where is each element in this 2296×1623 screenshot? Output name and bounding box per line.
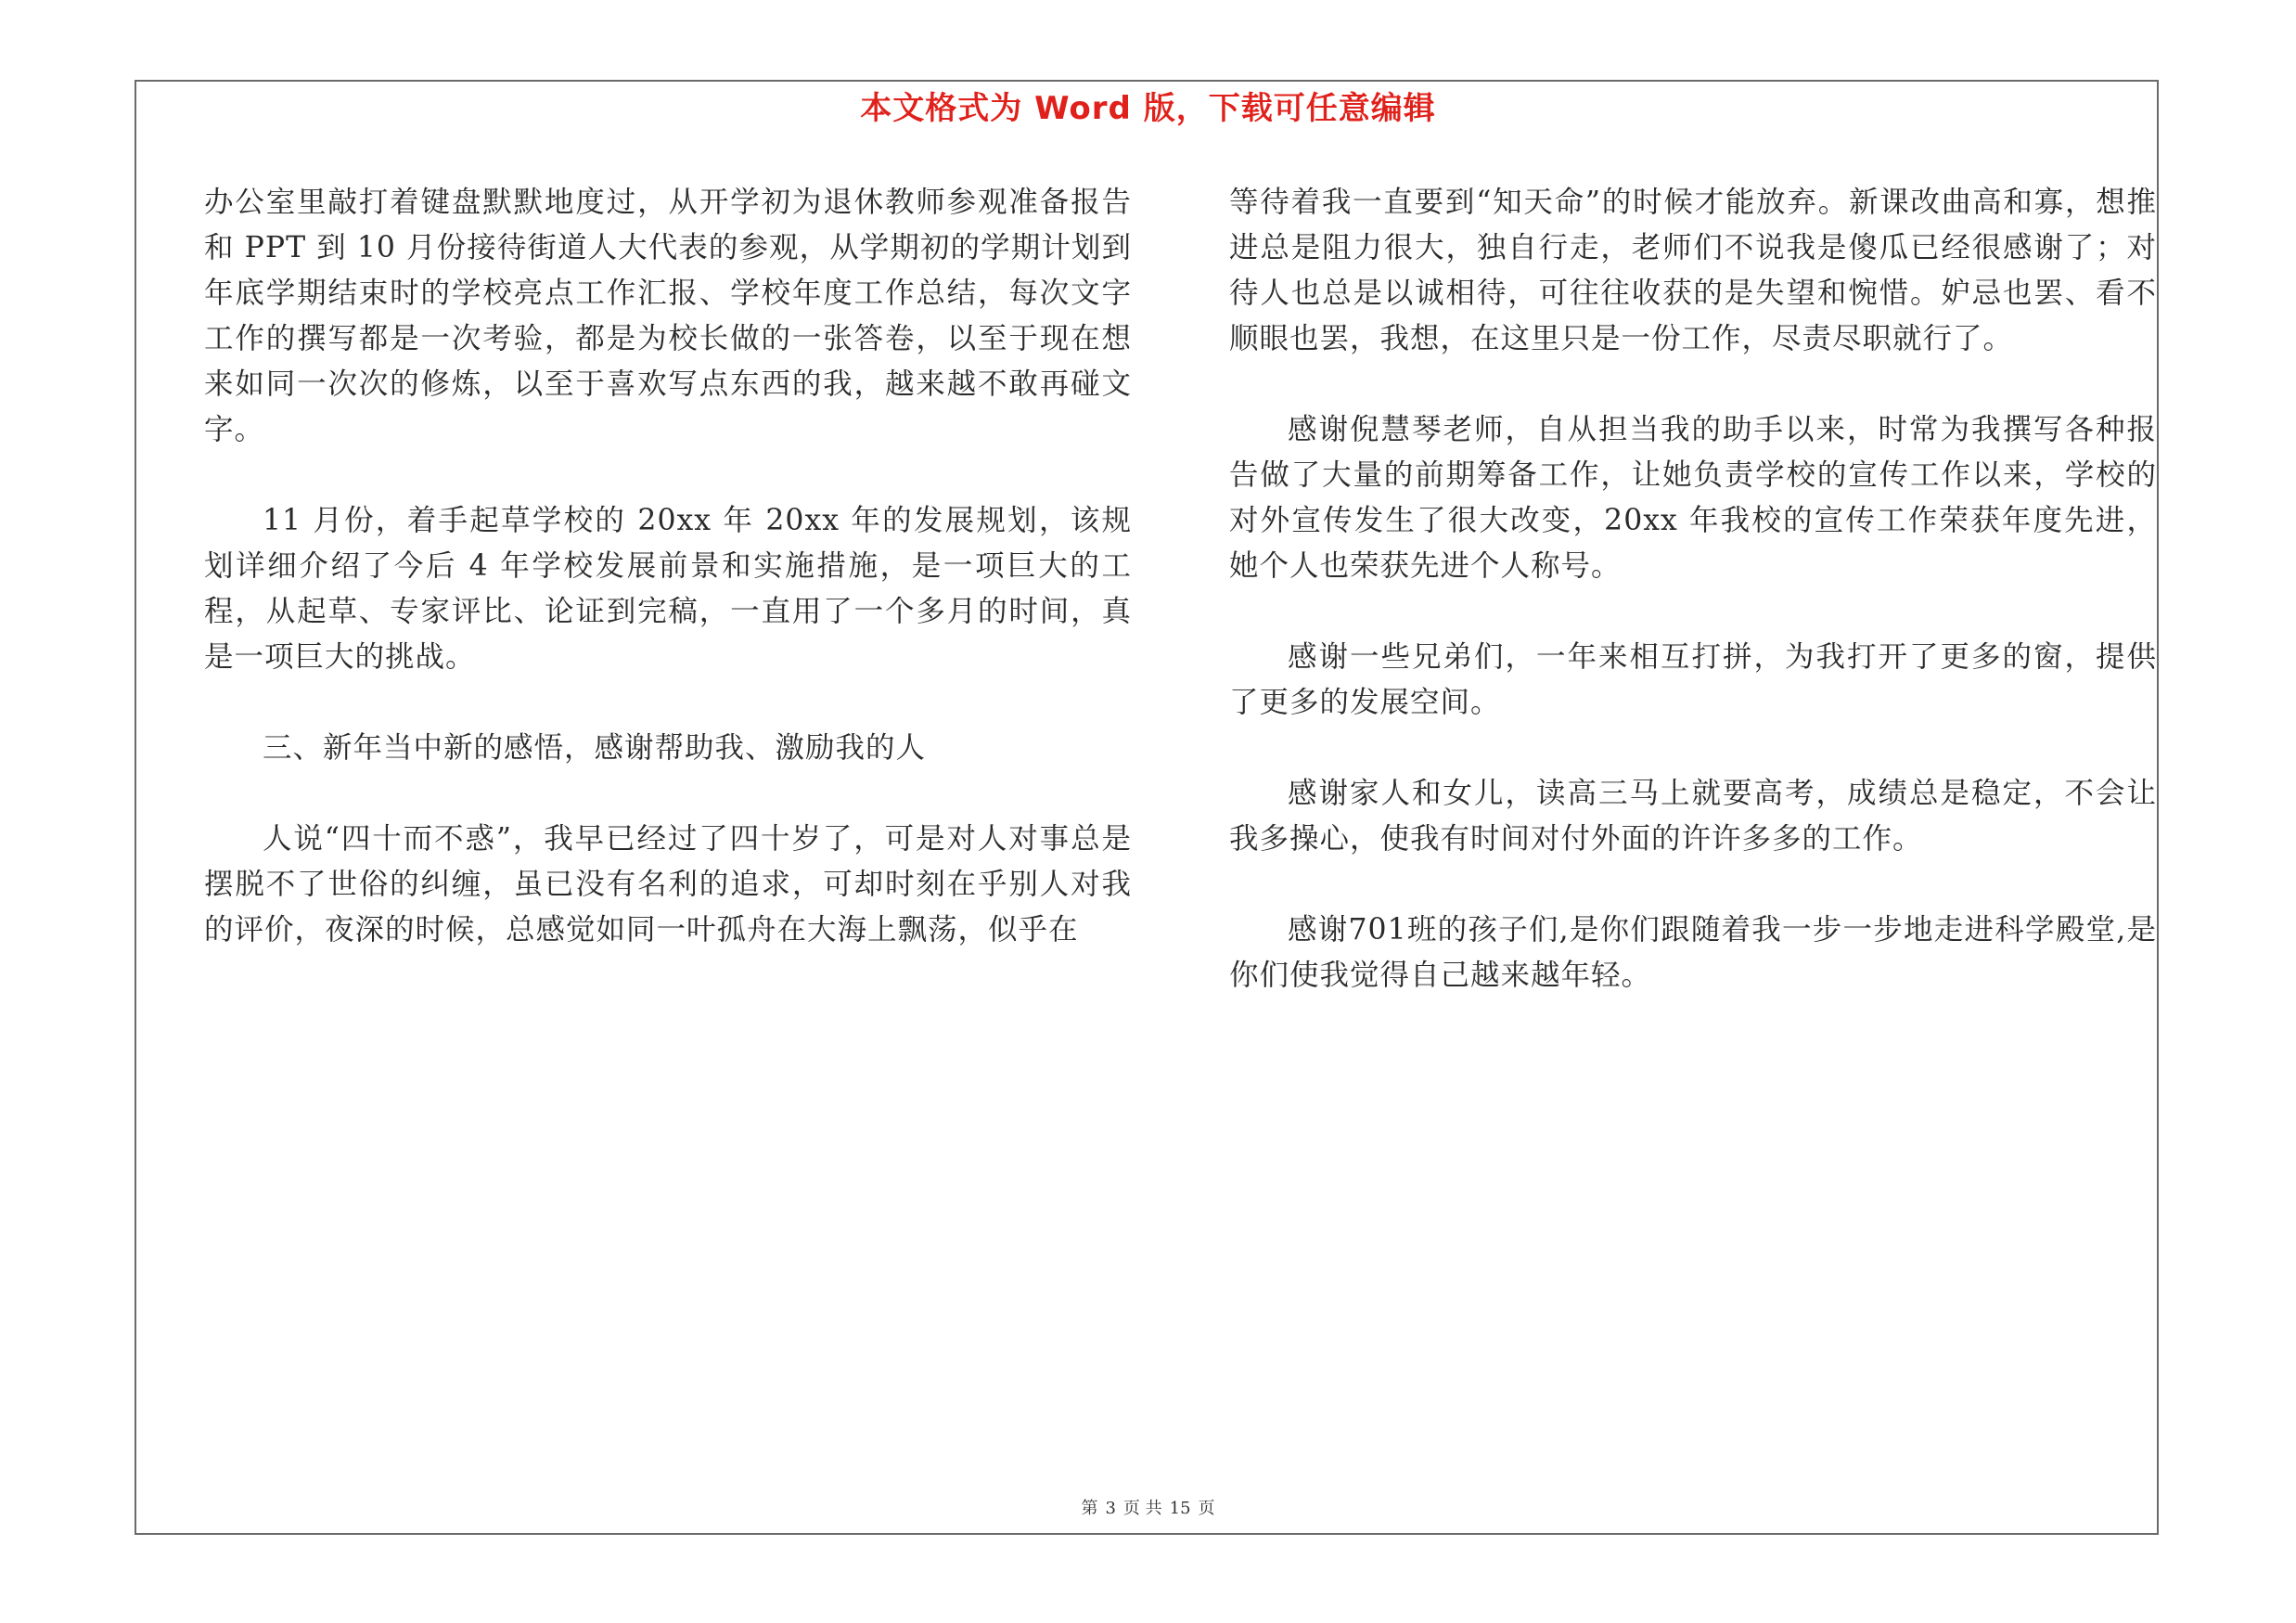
paragraph-continued-right: 等待着我一直要到“知天命”的时候才能放弃。新课改曲高和寡，想推进总是阻力很大，独自行走，老师们不说我是傻瓜已经很感谢了；对待人也总是以诚相待，可往往收获的是失望和惋惜。妒忌也罢、看不顺眼也罢，我想，在这里只是一份工作，尽责尽职就行了。: [1229, 186, 2157, 355]
paragraph-forty-years: 人说“四十而不惑”，我早已经过了四十岁了，可是对人对事总是摆脱不了世俗的纠缠，虽已没有名利的追求，可却时刻在乎别人对我的评价，夜深的时候，总感觉如同一叶孤舟在大海上飘荡，似乎在: [204, 822, 1132, 947]
left-column: [204, 180, 1132, 953]
right-column: [1229, 180, 2157, 998]
paragraph-continued: 办公室里敲打着键盘默默地度过，从开学初为退休教师参观准备报告和 PPT 到 10 月份接待街道人大代表的参观，从学期初的学期计划到年底学期结束时的学校亮点工作汇报、学校年度工作总结，每次文字工作的撰写都是一次考验，都是为校长做的一张答卷，以至于现在想来如同一次次的修炼，以至于喜欢写点东西的我，越来越不敢再碰文字。: [204, 186, 1132, 446]
paragraph-thanks-family: 感谢家人和女儿，读高三马上就要高考，成绩总是稳定，不会让我多操心，使我有时间对付外面的许许多多的工作。: [1229, 777, 2157, 856]
format-banner: 本文格式为 Word 版，下载可任意编辑: [860, 90, 1436, 127]
paragraph-thanks-brothers: 感谢一些兄弟们，一年来相互打拼，为我打开了更多的窗，提供了更多的发展空间。: [1229, 640, 2157, 719]
section-heading-gratitude: 三、新年当中新的感悟，感谢帮助我、激励我的人: [263, 731, 927, 765]
page-label-mid: 页 共: [1122, 1499, 1162, 1518]
paragraph-thanks-assistant: 感谢倪慧琴老师，自从担当我的助手以来，时常为我撰写各种报告做了大量的前期筹备工作，让她负责学校的宣传工作以来，学校的对外宣传发生了很大改变，20xx 年我校的宣传工作荣获年度先进，她个人也荣获先进个人称号。: [1229, 413, 2157, 583]
paragraph-development-plan: 11 月份，着手起草学校的 20xx 年 20xx 年的发展规划，该规划详细介绍了今后 4 年学校发展前景和实施措施，是一项巨大的工程，从起草、专家评比、论证到完稿，一直用了一个多月的时间，真是一项巨大的挑战。: [204, 504, 1132, 674]
page-label-suffix: 页: [1198, 1499, 1215, 1518]
paragraph-thanks-class: 感谢701班的孩子们,是你们跟随着我一步一步地走进科学殿堂,是你们使我觉得自己越来越年轻。: [1229, 913, 2157, 992]
page-number-footer: [0, 1498, 2296, 1520]
page-label-prefix: 第: [1081, 1499, 1098, 1518]
current-page-number: 3: [1105, 1499, 1116, 1518]
total-pages-number: 15: [1169, 1499, 1191, 1518]
